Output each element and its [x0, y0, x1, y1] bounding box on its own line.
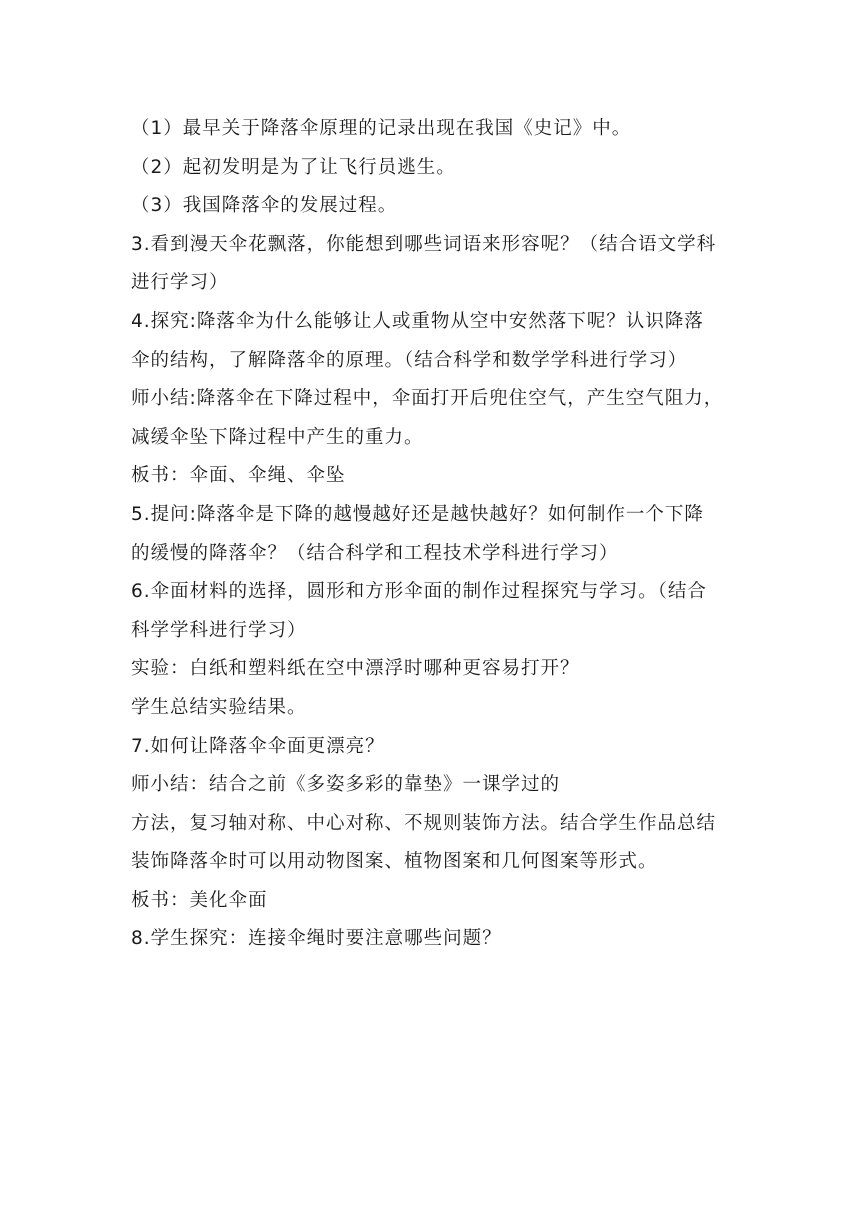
text-line: 4.探究:降落伞为什么能够让人或重物从空中安然落下呢？认识降落	[131, 310, 704, 332]
text-line: 板书：伞面、伞绳、伞坠	[131, 465, 346, 487]
text-line: 伞的结构，了解降落伞的原理。（结合科学和数学学科进行学习）	[131, 349, 688, 371]
text-line: 实验：白纸和塑料纸在空中漂浮时哪种更容易打开？	[131, 658, 580, 680]
text-line: 师小结：结合之前《多姿多彩的靠垫》一课学过的	[131, 774, 561, 796]
text-line: 方法，复习轴对称、中心对称、不规则装饰方法。结合学生作品总结	[131, 812, 717, 834]
text-line: （2）起初发明是为了让飞行员逃生。	[131, 156, 456, 178]
text-line: 科学学科进行学习）	[131, 619, 307, 641]
text-line: 板书：美化伞面	[131, 889, 268, 911]
text-line: 5.提问:降落伞是下降的越慢越好还是越快越好？如何制作一个下降	[131, 503, 704, 525]
text-line: 学生总结实验结果。	[131, 696, 307, 718]
text-line: （1）最早关于降落伞原理的记录出现在我国《史记》中。	[131, 118, 632, 139]
text-line: 7.如何让降落伞伞面更漂亮？	[131, 735, 385, 757]
text-line: 3.看到漫天伞花飘落，你能想到哪些词语来形容呢？（结合语文学科	[131, 233, 717, 255]
text-line: 师小结:降落伞在下降过程中，伞面打开后兜住空气，产生空气阻力，	[131, 388, 724, 410]
text-line: 6.伞面材料的选择，圆形和方形伞面的制作过程探究与学习。（结合	[131, 581, 707, 603]
text-line: 8.学生探究：连接伞绳时要注意哪些问题？	[131, 928, 502, 950]
text-line: 减缓伞坠下降过程中产生的重力。	[131, 426, 424, 448]
text-line: （3）我国降落伞的发展过程。	[131, 195, 398, 217]
text-line: 装饰降落伞时可以用动物图案、植物图案和几何图案等形式。	[131, 851, 658, 873]
text-line: 进行学习）	[131, 272, 229, 294]
document-body	[131, 110, 741, 959]
text-line: 的缓慢的降落伞？（结合科学和工程技术学科进行学习）	[131, 542, 619, 564]
